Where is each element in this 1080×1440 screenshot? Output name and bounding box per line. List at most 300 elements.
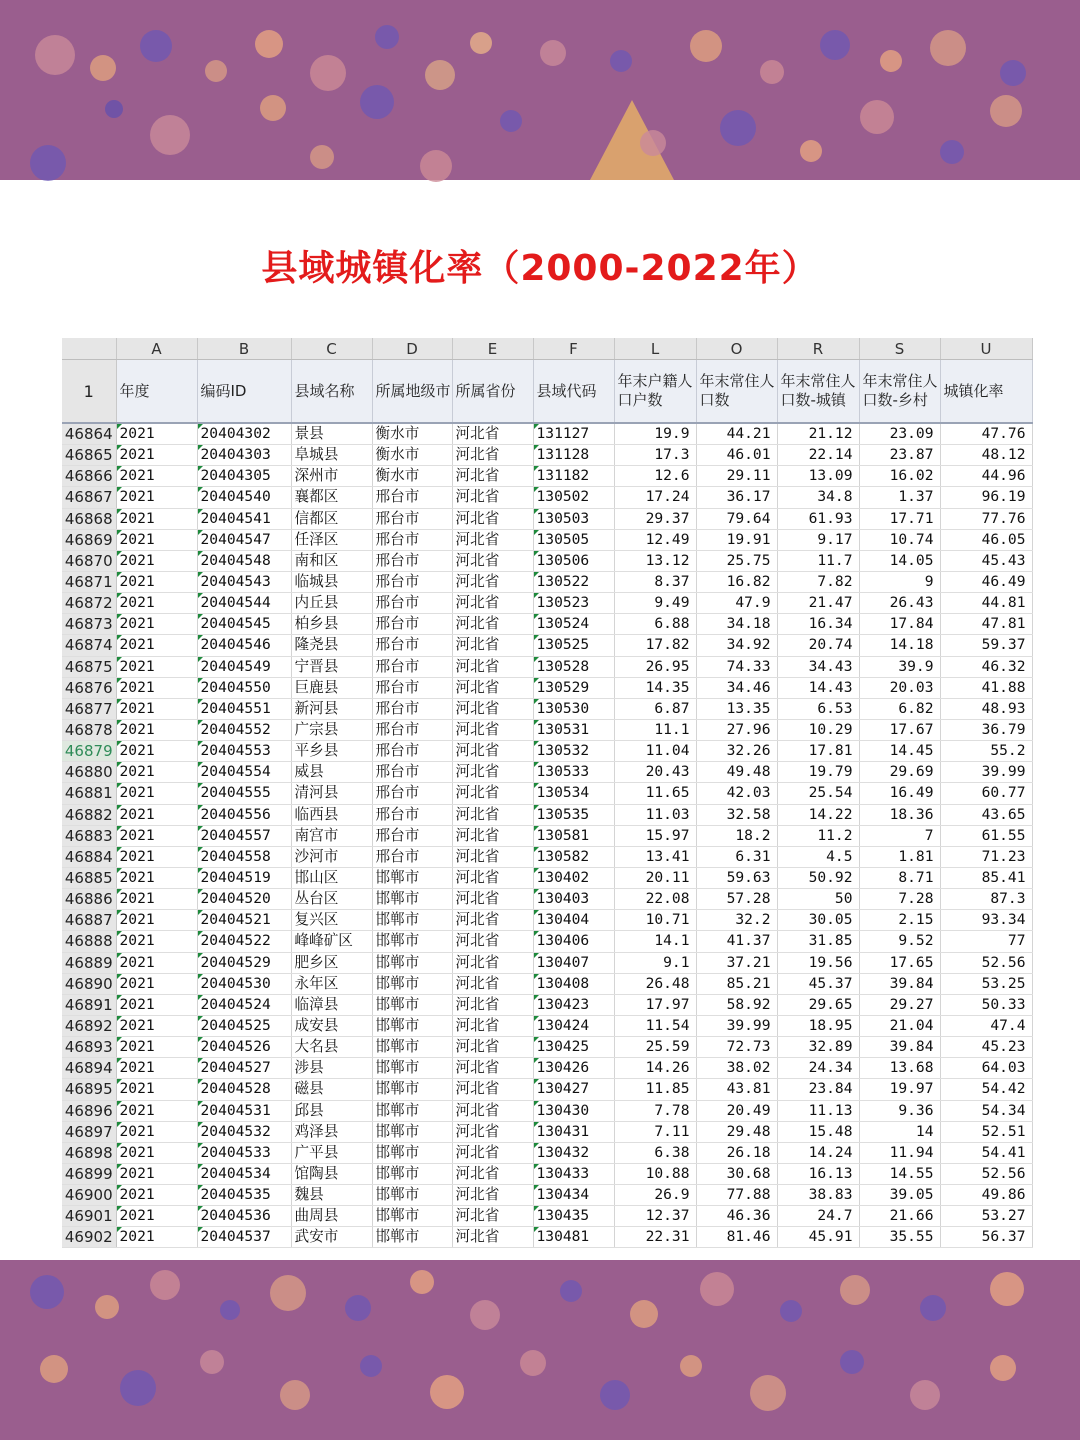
table-cell[interactable]: 邯郸市 xyxy=(372,889,452,910)
row-number[interactable]: 46882 xyxy=(62,804,116,825)
table-cell[interactable]: 20404553 xyxy=(197,741,291,762)
table-cell[interactable]: 130408 xyxy=(533,973,614,994)
table-cell[interactable]: 涉县 xyxy=(291,1058,372,1079)
table-cell[interactable]: 20404520 xyxy=(197,889,291,910)
table-cell[interactable]: 2021 xyxy=(116,487,197,508)
table-cell[interactable]: 邱县 xyxy=(291,1100,372,1121)
table-cell[interactable]: 11.2 xyxy=(777,825,859,846)
table-cell[interactable]: 10.29 xyxy=(777,719,859,740)
table-cell[interactable]: 53.27 xyxy=(940,1206,1032,1227)
table-cell[interactable]: 130528 xyxy=(533,656,614,677)
table-cell[interactable]: 41.37 xyxy=(696,931,777,952)
table-cell[interactable]: 21.66 xyxy=(859,1206,940,1227)
column-letter[interactable]: R xyxy=(777,338,859,360)
table-cell[interactable]: 河北省 xyxy=(452,825,533,846)
row-number[interactable]: 46885 xyxy=(62,867,116,888)
table-cell[interactable]: 2021 xyxy=(116,867,197,888)
table-cell[interactable]: 2.15 xyxy=(859,910,940,931)
table-cell[interactable]: 巨鹿县 xyxy=(291,677,372,698)
table-cell[interactable]: 14.26 xyxy=(614,1058,696,1079)
table-cell[interactable]: 46.36 xyxy=(696,1206,777,1227)
field-header[interactable]: 年末常住人口数-城镇 xyxy=(777,360,859,424)
table-cell[interactable]: 4.5 xyxy=(777,846,859,867)
table-cell[interactable]: 成安县 xyxy=(291,1015,372,1036)
table-cell[interactable]: 河北省 xyxy=(452,635,533,656)
table-cell[interactable]: 2021 xyxy=(116,1100,197,1121)
table-cell[interactable]: 71.23 xyxy=(940,846,1032,867)
table-cell[interactable]: 11.1 xyxy=(614,719,696,740)
table-cell[interactable]: 18.36 xyxy=(859,804,940,825)
table-cell[interactable]: 20404527 xyxy=(197,1058,291,1079)
table-cell[interactable]: 77 xyxy=(940,931,1032,952)
row-number[interactable]: 46900 xyxy=(62,1185,116,1206)
table-cell[interactable]: 6.88 xyxy=(614,614,696,635)
table-cell[interactable]: 20404530 xyxy=(197,973,291,994)
table-cell[interactable]: 77.88 xyxy=(696,1185,777,1206)
table-cell[interactable]: 2021 xyxy=(116,973,197,994)
table-cell[interactable]: 邢台市 xyxy=(372,656,452,677)
row-number[interactable]: 46890 xyxy=(62,973,116,994)
table-cell[interactable]: 9 xyxy=(859,571,940,592)
table-cell[interactable]: 河北省 xyxy=(452,994,533,1015)
table-cell[interactable]: 32.26 xyxy=(696,741,777,762)
table-cell[interactable]: 29.11 xyxy=(696,466,777,487)
table-cell[interactable]: 11.04 xyxy=(614,741,696,762)
table-cell[interactable]: 13.35 xyxy=(696,698,777,719)
table-cell[interactable]: 130423 xyxy=(533,994,614,1015)
table-cell[interactable]: 26.95 xyxy=(614,656,696,677)
table-cell[interactable]: 50.33 xyxy=(940,994,1032,1015)
table-cell[interactable]: 32.89 xyxy=(777,1037,859,1058)
table-cell[interactable]: 2021 xyxy=(116,1037,197,1058)
table-cell[interactable]: 2021 xyxy=(116,677,197,698)
table-cell[interactable]: 信都区 xyxy=(291,508,372,529)
table-cell[interactable]: 2021 xyxy=(116,994,197,1015)
row-number[interactable]: 46876 xyxy=(62,677,116,698)
table-cell[interactable]: 18.2 xyxy=(696,825,777,846)
table-cell[interactable]: 130424 xyxy=(533,1015,614,1036)
row-number[interactable]: 46879 xyxy=(62,741,116,762)
row-number[interactable]: 46872 xyxy=(62,593,116,614)
column-letter[interactable]: D xyxy=(372,338,452,360)
table-cell[interactable]: 130523 xyxy=(533,593,614,614)
table-cell[interactable]: 11.94 xyxy=(859,1142,940,1163)
table-cell[interactable]: 20404545 xyxy=(197,614,291,635)
row-number[interactable]: 46881 xyxy=(62,783,116,804)
table-cell[interactable]: 21.12 xyxy=(777,423,859,445)
table-cell[interactable]: 20404548 xyxy=(197,550,291,571)
table-cell[interactable]: 13.12 xyxy=(614,550,696,571)
column-letter[interactable]: E xyxy=(452,338,533,360)
table-cell[interactable]: 35.55 xyxy=(859,1227,940,1248)
table-cell[interactable]: 2021 xyxy=(116,635,197,656)
table-cell[interactable]: 河北省 xyxy=(452,656,533,677)
table-cell[interactable]: 17.24 xyxy=(614,487,696,508)
table-cell[interactable]: 河北省 xyxy=(452,423,533,445)
table-cell[interactable]: 6.87 xyxy=(614,698,696,719)
table-cell[interactable]: 130434 xyxy=(533,1185,614,1206)
table-cell[interactable]: 18.95 xyxy=(777,1015,859,1036)
table-cell[interactable]: 44.81 xyxy=(940,593,1032,614)
table-cell[interactable]: 17.3 xyxy=(614,445,696,466)
table-cell[interactable]: 河北省 xyxy=(452,867,533,888)
table-cell[interactable]: 邯郸市 xyxy=(372,1100,452,1121)
table-cell[interactable]: 20404528 xyxy=(197,1079,291,1100)
table-cell[interactable]: 邢台市 xyxy=(372,846,452,867)
table-cell[interactable]: 17.97 xyxy=(614,994,696,1015)
table-cell[interactable]: 81.46 xyxy=(696,1227,777,1248)
table-cell[interactable]: 2021 xyxy=(116,423,197,445)
table-cell[interactable]: 临城县 xyxy=(291,571,372,592)
table-cell[interactable]: 16.02 xyxy=(859,466,940,487)
table-cell[interactable]: 130427 xyxy=(533,1079,614,1100)
row-number[interactable]: 46891 xyxy=(62,994,116,1015)
row-number[interactable]: 46866 xyxy=(62,466,116,487)
table-cell[interactable]: 河北省 xyxy=(452,614,533,635)
table-cell[interactable]: 58.92 xyxy=(696,994,777,1015)
table-cell[interactable]: 47.4 xyxy=(940,1015,1032,1036)
table-cell[interactable]: 22.31 xyxy=(614,1227,696,1248)
table-cell[interactable]: 2021 xyxy=(116,1015,197,1036)
row-number[interactable]: 46869 xyxy=(62,529,116,550)
row-number[interactable]: 46864 xyxy=(62,423,116,445)
field-header[interactable]: 所属地级市 xyxy=(372,360,452,424)
table-cell[interactable]: 11.65 xyxy=(614,783,696,804)
table-cell[interactable]: 57.28 xyxy=(696,889,777,910)
table-cell[interactable]: 河北省 xyxy=(452,1163,533,1184)
table-cell[interactable]: 49.48 xyxy=(696,762,777,783)
table-cell[interactable]: 130402 xyxy=(533,867,614,888)
table-cell[interactable]: 74.33 xyxy=(696,656,777,677)
table-cell[interactable]: 1.81 xyxy=(859,846,940,867)
table-cell[interactable]: 鸡泽县 xyxy=(291,1121,372,1142)
table-cell[interactable]: 2021 xyxy=(116,593,197,614)
table-cell[interactable]: 邯郸市 xyxy=(372,1163,452,1184)
table-cell[interactable]: 20404546 xyxy=(197,635,291,656)
table-cell[interactable]: 邯山区 xyxy=(291,867,372,888)
table-cell[interactable]: 14.43 xyxy=(777,677,859,698)
table-cell[interactable]: 48.93 xyxy=(940,698,1032,719)
table-cell[interactable]: 20.74 xyxy=(777,635,859,656)
table-cell[interactable]: 11.54 xyxy=(614,1015,696,1036)
table-cell[interactable]: 23.87 xyxy=(859,445,940,466)
table-cell[interactable]: 7.11 xyxy=(614,1121,696,1142)
table-cell[interactable]: 邢台市 xyxy=(372,529,452,550)
table-cell[interactable]: 1.37 xyxy=(859,487,940,508)
table-cell[interactable]: 16.49 xyxy=(859,783,940,804)
table-cell[interactable]: 河北省 xyxy=(452,445,533,466)
table-cell[interactable]: 36.17 xyxy=(696,487,777,508)
table-cell[interactable]: 10.74 xyxy=(859,529,940,550)
table-cell[interactable]: 29.27 xyxy=(859,994,940,1015)
table-cell[interactable]: 10.88 xyxy=(614,1163,696,1184)
table-cell[interactable]: 20404536 xyxy=(197,1206,291,1227)
table-cell[interactable]: 9.49 xyxy=(614,593,696,614)
table-cell[interactable]: 邢台市 xyxy=(372,487,452,508)
table-cell[interactable]: 20404551 xyxy=(197,698,291,719)
table-cell[interactable]: 20404526 xyxy=(197,1037,291,1058)
table-cell[interactable]: 2021 xyxy=(116,783,197,804)
table-cell[interactable]: 2021 xyxy=(116,466,197,487)
table-cell[interactable]: 77.76 xyxy=(940,508,1032,529)
table-cell[interactable]: 39.84 xyxy=(859,1037,940,1058)
table-cell[interactable]: 64.03 xyxy=(940,1058,1032,1079)
table-cell[interactable]: 52.56 xyxy=(940,1163,1032,1184)
table-cell[interactable]: 邯郸市 xyxy=(372,931,452,952)
row-number[interactable]: 46880 xyxy=(62,762,116,783)
table-cell[interactable]: 河北省 xyxy=(452,571,533,592)
table-cell[interactable]: 6.82 xyxy=(859,698,940,719)
table-cell[interactable]: 河北省 xyxy=(452,529,533,550)
table-cell[interactable]: 20.11 xyxy=(614,867,696,888)
table-cell[interactable]: 2021 xyxy=(116,1121,197,1142)
table-cell[interactable]: 15.48 xyxy=(777,1121,859,1142)
row-number[interactable]: 46892 xyxy=(62,1015,116,1036)
table-cell[interactable]: 20404522 xyxy=(197,931,291,952)
table-cell[interactable]: 130426 xyxy=(533,1058,614,1079)
table-cell[interactable]: 130530 xyxy=(533,698,614,719)
table-cell[interactable]: 14.35 xyxy=(614,677,696,698)
table-cell[interactable]: 46.01 xyxy=(696,445,777,466)
table-cell[interactable]: 131127 xyxy=(533,423,614,445)
table-cell[interactable]: 39.84 xyxy=(859,973,940,994)
table-cell[interactable]: 20404558 xyxy=(197,846,291,867)
table-cell[interactable]: 河北省 xyxy=(452,698,533,719)
table-cell[interactable]: 邢台市 xyxy=(372,571,452,592)
table-cell[interactable]: 47.76 xyxy=(940,423,1032,445)
row-number[interactable]: 46877 xyxy=(62,698,116,719)
column-letter[interactable]: F xyxy=(533,338,614,360)
table-cell[interactable]: 22.14 xyxy=(777,445,859,466)
table-cell[interactable]: 河北省 xyxy=(452,1185,533,1206)
table-cell[interactable]: 威县 xyxy=(291,762,372,783)
table-cell[interactable]: 50 xyxy=(777,889,859,910)
table-cell[interactable]: 2021 xyxy=(116,1079,197,1100)
table-cell[interactable]: 15.97 xyxy=(614,825,696,846)
table-cell[interactable]: 26.9 xyxy=(614,1185,696,1206)
table-cell[interactable]: 河北省 xyxy=(452,1079,533,1100)
table-cell[interactable]: 河北省 xyxy=(452,783,533,804)
table-cell[interactable]: 14.22 xyxy=(777,804,859,825)
table-cell[interactable]: 24.34 xyxy=(777,1058,859,1079)
field-header[interactable]: 县域代码 xyxy=(533,360,614,424)
table-cell[interactable]: 85.21 xyxy=(696,973,777,994)
table-cell[interactable]: 130531 xyxy=(533,719,614,740)
table-cell[interactable]: 7.28 xyxy=(859,889,940,910)
table-cell[interactable]: 61.93 xyxy=(777,508,859,529)
row-number[interactable]: 46875 xyxy=(62,656,116,677)
table-cell[interactable]: 59.37 xyxy=(940,635,1032,656)
table-cell[interactable]: 20404531 xyxy=(197,1100,291,1121)
table-cell[interactable]: 47.81 xyxy=(940,614,1032,635)
table-cell[interactable]: 20404305 xyxy=(197,466,291,487)
column-letter[interactable]: B xyxy=(197,338,291,360)
table-cell[interactable]: 6.38 xyxy=(614,1142,696,1163)
column-letter[interactable]: C xyxy=(291,338,372,360)
table-cell[interactable]: 130529 xyxy=(533,677,614,698)
table-cell[interactable]: 峰峰矿区 xyxy=(291,931,372,952)
table-cell[interactable]: 31.85 xyxy=(777,931,859,952)
table-cell[interactable]: 河北省 xyxy=(452,677,533,698)
table-cell[interactable]: 6.53 xyxy=(777,698,859,719)
table-cell[interactable]: 2021 xyxy=(116,1227,197,1248)
table-cell[interactable]: 29.65 xyxy=(777,994,859,1015)
table-cell[interactable]: 曲周县 xyxy=(291,1206,372,1227)
table-cell[interactable]: 14.55 xyxy=(859,1163,940,1184)
table-cell[interactable]: 2021 xyxy=(116,614,197,635)
table-cell[interactable]: 20.03 xyxy=(859,677,940,698)
table-cell[interactable]: 34.43 xyxy=(777,656,859,677)
table-cell[interactable]: 20404519 xyxy=(197,867,291,888)
table-cell[interactable]: 2021 xyxy=(116,889,197,910)
table-cell[interactable]: 新河县 xyxy=(291,698,372,719)
table-cell[interactable]: 20404550 xyxy=(197,677,291,698)
table-cell[interactable]: 邢台市 xyxy=(372,614,452,635)
table-cell[interactable]: 内丘县 xyxy=(291,593,372,614)
table-cell[interactable]: 36.79 xyxy=(940,719,1032,740)
table-cell[interactable]: 邯郸市 xyxy=(372,952,452,973)
table-cell[interactable]: 54.42 xyxy=(940,1079,1032,1100)
table-cell[interactable]: 46.32 xyxy=(940,656,1032,677)
table-cell[interactable]: 7.78 xyxy=(614,1100,696,1121)
table-cell[interactable]: 56.37 xyxy=(940,1227,1032,1248)
table-cell[interactable]: 2021 xyxy=(116,1142,197,1163)
table-cell[interactable]: 馆陶县 xyxy=(291,1163,372,1184)
table-cell[interactable]: 130435 xyxy=(533,1206,614,1227)
table-cell[interactable]: 广平县 xyxy=(291,1142,372,1163)
table-cell[interactable]: 邯郸市 xyxy=(372,1185,452,1206)
table-cell[interactable]: 20404556 xyxy=(197,804,291,825)
table-cell[interactable]: 邯郸市 xyxy=(372,994,452,1015)
table-cell[interactable]: 河北省 xyxy=(452,466,533,487)
field-header[interactable]: 县域名称 xyxy=(291,360,372,424)
table-cell[interactable]: 130533 xyxy=(533,762,614,783)
row-number[interactable]: 46893 xyxy=(62,1037,116,1058)
table-cell[interactable]: 130432 xyxy=(533,1142,614,1163)
table-cell[interactable]: 邯郸市 xyxy=(372,910,452,931)
table-cell[interactable]: 20404547 xyxy=(197,529,291,550)
table-cell[interactable]: 2021 xyxy=(116,550,197,571)
table-cell[interactable]: 2021 xyxy=(116,698,197,719)
table-cell[interactable]: 19.79 xyxy=(777,762,859,783)
table-cell[interactable]: 邯郸市 xyxy=(372,1121,452,1142)
table-cell[interactable]: 21.04 xyxy=(859,1015,940,1036)
table-cell[interactable]: 25.54 xyxy=(777,783,859,804)
row-number[interactable]: 46898 xyxy=(62,1142,116,1163)
table-cell[interactable]: 13.41 xyxy=(614,846,696,867)
table-cell[interactable]: 武安市 xyxy=(291,1227,372,1248)
table-cell[interactable]: 29.37 xyxy=(614,508,696,529)
table-cell[interactable]: 20404521 xyxy=(197,910,291,931)
table-cell[interactable]: 19.97 xyxy=(859,1079,940,1100)
table-cell[interactable]: 临西县 xyxy=(291,804,372,825)
row-number[interactable]: 46888 xyxy=(62,931,116,952)
table-cell[interactable]: 襄都区 xyxy=(291,487,372,508)
table-cell[interactable]: 44.21 xyxy=(696,423,777,445)
table-cell[interactable]: 17.84 xyxy=(859,614,940,635)
row-number[interactable]: 46874 xyxy=(62,635,116,656)
table-cell[interactable]: 邯郸市 xyxy=(372,1058,452,1079)
table-cell[interactable]: 20404541 xyxy=(197,508,291,529)
table-cell[interactable]: 河北省 xyxy=(452,889,533,910)
table-cell[interactable]: 16.13 xyxy=(777,1163,859,1184)
table-cell[interactable]: 南宫市 xyxy=(291,825,372,846)
table-cell[interactable]: 38.02 xyxy=(696,1058,777,1079)
table-cell[interactable]: 邢台市 xyxy=(372,698,452,719)
table-cell[interactable]: 沙河市 xyxy=(291,846,372,867)
table-cell[interactable]: 2021 xyxy=(116,762,197,783)
table-cell[interactable]: 130535 xyxy=(533,804,614,825)
table-cell[interactable]: 邯郸市 xyxy=(372,1206,452,1227)
table-cell[interactable]: 41.88 xyxy=(940,677,1032,698)
table-cell[interactable]: 2021 xyxy=(116,656,197,677)
row-number[interactable]: 46868 xyxy=(62,508,116,529)
row-number[interactable]: 46878 xyxy=(62,719,116,740)
table-cell[interactable]: 20404549 xyxy=(197,656,291,677)
row-number[interactable]: 46886 xyxy=(62,889,116,910)
table-cell[interactable]: 20404302 xyxy=(197,423,291,445)
table-cell[interactable]: 39.99 xyxy=(940,762,1032,783)
table-cell[interactable]: 大名县 xyxy=(291,1037,372,1058)
table-cell[interactable]: 39.9 xyxy=(859,656,940,677)
table-cell[interactable]: 邢台市 xyxy=(372,719,452,740)
table-cell[interactable]: 8.37 xyxy=(614,571,696,592)
table-cell[interactable]: 25.59 xyxy=(614,1037,696,1058)
table-cell[interactable]: 14.18 xyxy=(859,635,940,656)
table-cell[interactable]: 130506 xyxy=(533,550,614,571)
table-cell[interactable]: 21.47 xyxy=(777,593,859,614)
table-cell[interactable]: 48.12 xyxy=(940,445,1032,466)
table-cell[interactable]: 61.55 xyxy=(940,825,1032,846)
table-cell[interactable]: 20404537 xyxy=(197,1227,291,1248)
table-cell[interactable]: 邯郸市 xyxy=(372,1142,452,1163)
table-cell[interactable]: 29.69 xyxy=(859,762,940,783)
table-cell[interactable]: 9.52 xyxy=(859,931,940,952)
table-cell[interactable]: 8.71 xyxy=(859,867,940,888)
table-cell[interactable]: 130532 xyxy=(533,741,614,762)
table-cell[interactable]: 邯郸市 xyxy=(372,1227,452,1248)
row-number[interactable]: 46867 xyxy=(62,487,116,508)
table-cell[interactable]: 2021 xyxy=(116,1058,197,1079)
row-number[interactable]: 1 xyxy=(62,360,116,424)
row-number[interactable]: 46896 xyxy=(62,1100,116,1121)
row-number[interactable]: 46901 xyxy=(62,1206,116,1227)
table-cell[interactable]: 河北省 xyxy=(452,508,533,529)
table-cell[interactable]: 14 xyxy=(859,1121,940,1142)
table-cell[interactable]: 2021 xyxy=(116,1206,197,1227)
table-cell[interactable]: 19.9 xyxy=(614,423,696,445)
table-cell[interactable]: 磁县 xyxy=(291,1079,372,1100)
table-cell[interactable]: 130403 xyxy=(533,889,614,910)
table-cell[interactable]: 河北省 xyxy=(452,1227,533,1248)
table-cell[interactable]: 130502 xyxy=(533,487,614,508)
table-cell[interactable]: 2021 xyxy=(116,952,197,973)
table-cell[interactable]: 34.8 xyxy=(777,487,859,508)
table-cell[interactable]: 河北省 xyxy=(452,762,533,783)
table-cell[interactable]: 肥乡区 xyxy=(291,952,372,973)
table-cell[interactable]: 阜城县 xyxy=(291,445,372,466)
table-cell[interactable]: 11.85 xyxy=(614,1079,696,1100)
table-cell[interactable]: 38.83 xyxy=(777,1185,859,1206)
table-cell[interactable]: 9.17 xyxy=(777,529,859,550)
table-cell[interactable]: 17.81 xyxy=(777,741,859,762)
table-cell[interactable]: 9.1 xyxy=(614,952,696,973)
table-cell[interactable]: 43.81 xyxy=(696,1079,777,1100)
table-cell[interactable]: 20404535 xyxy=(197,1185,291,1206)
table-cell[interactable]: 邢台市 xyxy=(372,550,452,571)
table-cell[interactable]: 衡水市 xyxy=(372,423,452,445)
table-cell[interactable]: 河北省 xyxy=(452,741,533,762)
